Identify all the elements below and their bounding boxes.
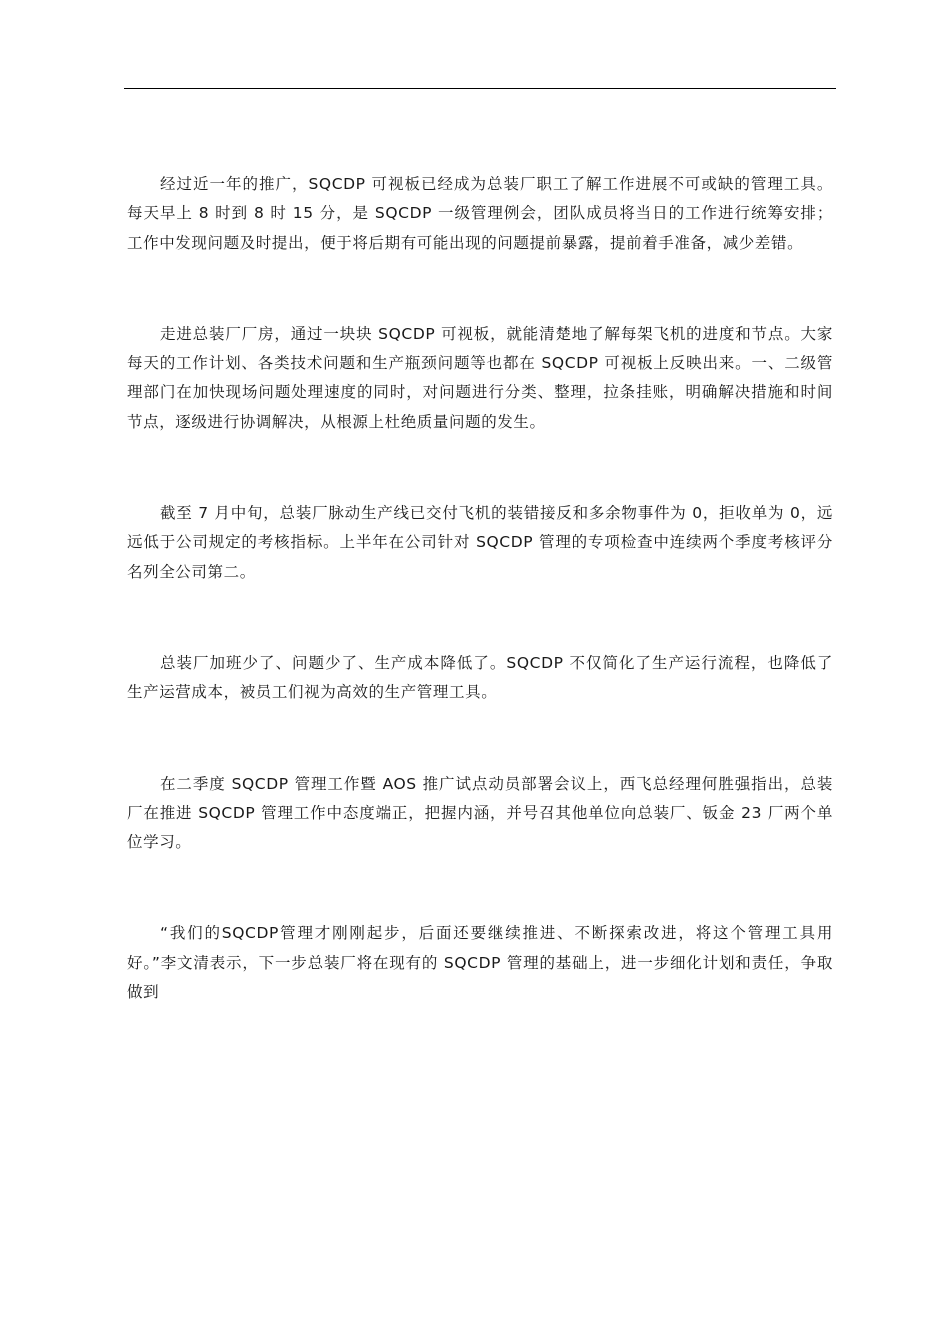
- article-body: [127, 170, 833, 1069]
- paragraph-4: 总装厂加班少了、问题少了、生产成本降低了。SQCDP 不仅简化了生产运行流程，也降低了生产运营成本，被员工们视为高效的生产管理工具。: [127, 653, 833, 702]
- paragraph-1: 经过近一年的推广，SQCDP 可视板已经成为总装厂职工了解工作进展不可或缺的管理工具。每天早上 8 时到 8 时 15 分，是 SQCDP 一级管理例会，团队成员将当日的工作进行统筹安排；工作中发现问题及时提出，便于将后期有可能出现的问题提前暴露，提前着手准备，减少差错。: [127, 175, 833, 252]
- paragraph-3: 截至 7 月中旬，总装厂脉动生产线已交付飞机的装错接反和多余物事件为 0，拒收单为 0，远远低于公司规定的考核指标。上半年在公司针对 SQCDP 管理的专项检查中连续两个季度考核评分名列全公司第二。: [127, 504, 833, 581]
- paragraph-5: 在二季度 SQCDP 管理工作暨 AOS 推广试点动员部署会议上，西飞总经理何胜强指出，总装厂在推进 SQCDP 管理工作中态度端正，把握内涵，并号召其他单位向总装厂、钣金 23 厂两个单位学习。: [127, 774, 833, 852]
- header-rule: [124, 88, 836, 89]
- paragraph-6: “我们的SQCDP管理才刚刚起步，后面还要继续推进、不断探索改进，将这个管理工具用好。”李文清表示，下一步总装厂将在现有的 SQCDP 管理的基础上，进一步细化计划和责任，争取做到: [127, 924, 833, 1002]
- paragraph-2: 走进总装厂厂房，通过一块块 SQCDP 可视板，就能清楚地了解每架飞机的进度和节点。大家每天的工作计划、各类技术问题和生产瓶颈问题等也都在 SQCDP 可视板上反映出来。一、二级管理部门在加快现场问题处理速度的同时，对问题进行分类、整理，拉条挂账，明确解决措施和时间节点，逐级进行协调解决，从根源上杜绝质量问题的发生。: [127, 324, 833, 431]
